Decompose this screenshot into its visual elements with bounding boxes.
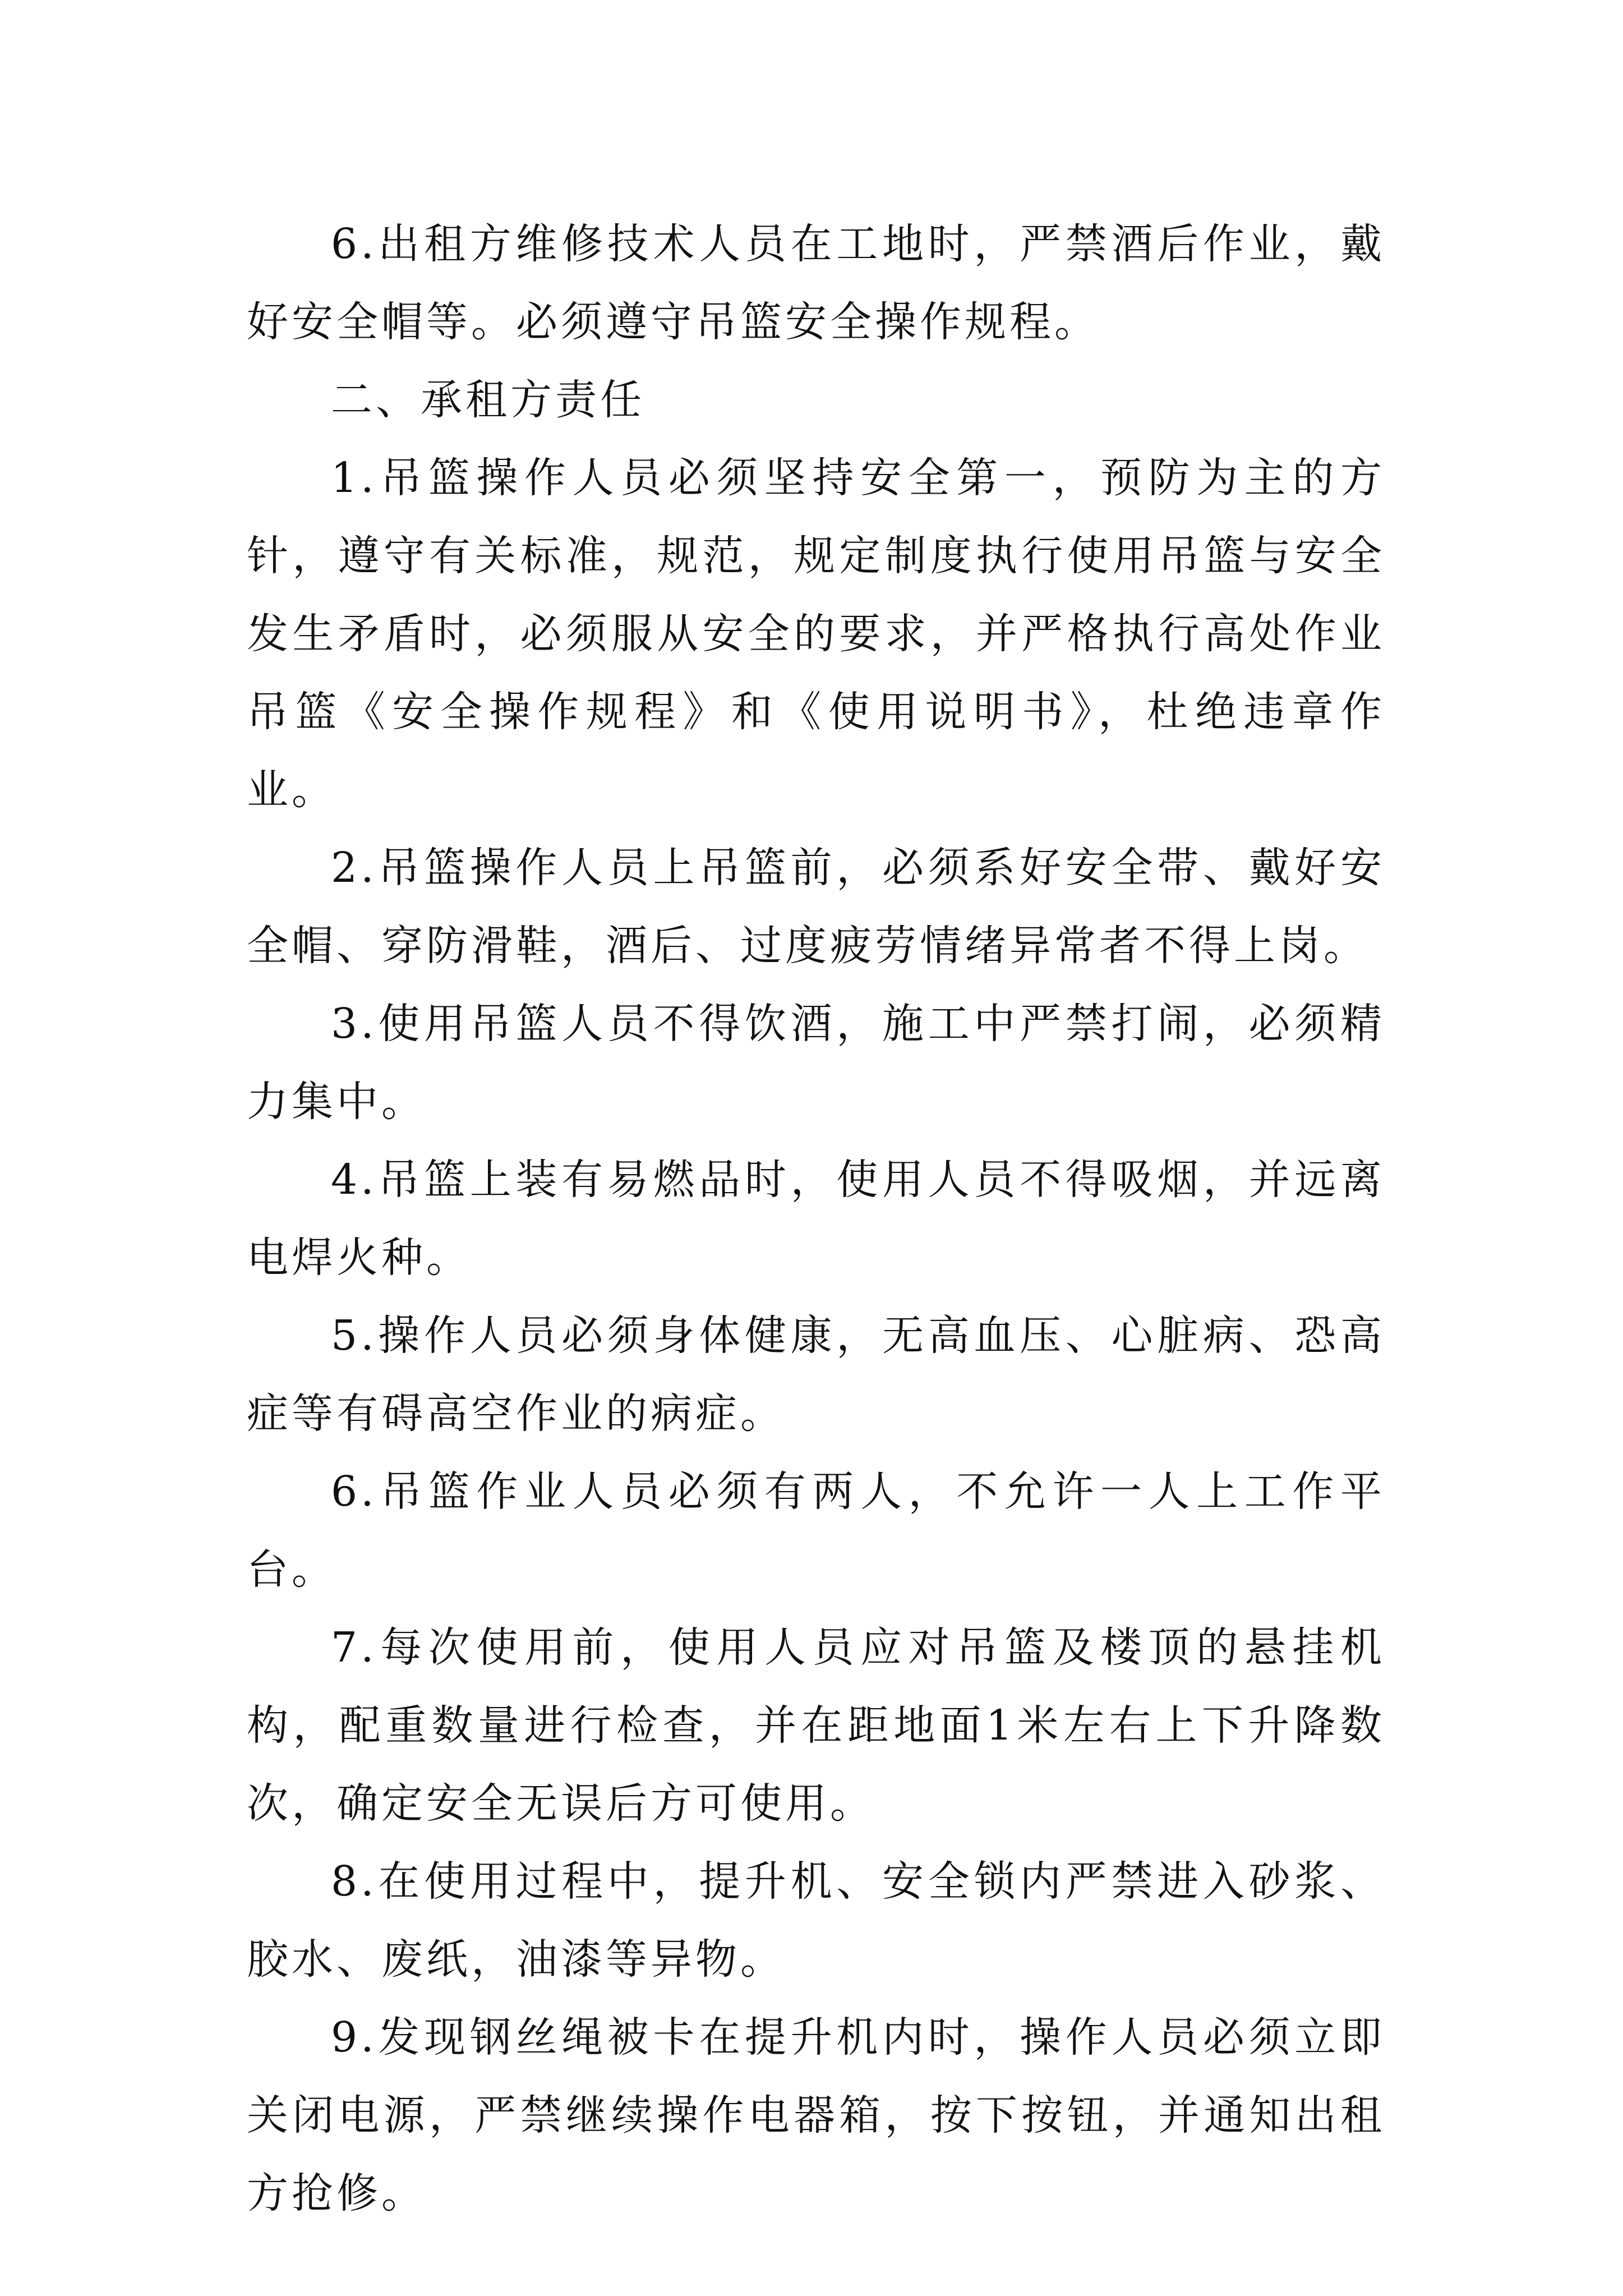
paragraph-lessee-item-1: 1.吊篮操作人员必须坚持安全第一，预防为主的方针，遵守有关标准，规范，规定制度执行使用吊篮与安全发生矛盾时，必须服从安全的要求，并严格执行高处作业吊篮《安全操作规程》和《使用说明书》，杜绝违章作业。 (247, 454, 1385, 814)
paragraph-lessor-item-6: 6.出租方维修技术人员在工地时，严禁酒后作业，戴好安全帽等。必须遵守吊篮安全操作规程。 (247, 220, 1385, 346)
paragraph-lessee-item-9: 9.发现钢丝绳被卡在提升机内时，操作人员必须立即关闭电源，严禁继续操作电器箱，按下按钮，并通知出租方抢修。 (247, 2013, 1385, 2217)
paragraph-lessee-item-2: 2.吊篮操作人员上吊篮前，必须系好安全带、戴好安全帽、穿防滑鞋，酒后、过度疲劳情绪异常者不得上岗。 (247, 844, 1385, 970)
paragraph-lessee-item-4: 4.吊篮上装有易燃品时，使用人员不得吸烟，并远离电焊火种。 (247, 1156, 1385, 1282)
paragraph-lessee-item-5: 5.操作人员必须身体健康，无高血压、心脏病、恐高症等有碍高空作业的病症。 (247, 1312, 1385, 1438)
paragraph-lessee-item-7: 7.每次使用前，使用人员应对吊篮及楼顶的悬挂机构，配重数量进行检查，并在距地面1米左右上下升降数次，确定安全无误后方可使用。 (247, 1623, 1385, 1828)
paragraph-lessee-item-3: 3.使用吊篮人员不得饮酒，施工中严禁打闹，必须精力集中。 (247, 1000, 1385, 1126)
section-heading-lessee-responsibility: 二、承租方责任 (331, 376, 645, 424)
document-body (247, 205, 1385, 2233)
paragraph-lessee-item-6: 6.吊篮作业人员必须有两人，不允许一人上工作平台。 (247, 1467, 1385, 1594)
paragraph-lessee-item-8: 8.在使用过程中，提升机、安全锁内严禁进入砂浆、胶水、废纸，油漆等异物。 (247, 1857, 1385, 1984)
